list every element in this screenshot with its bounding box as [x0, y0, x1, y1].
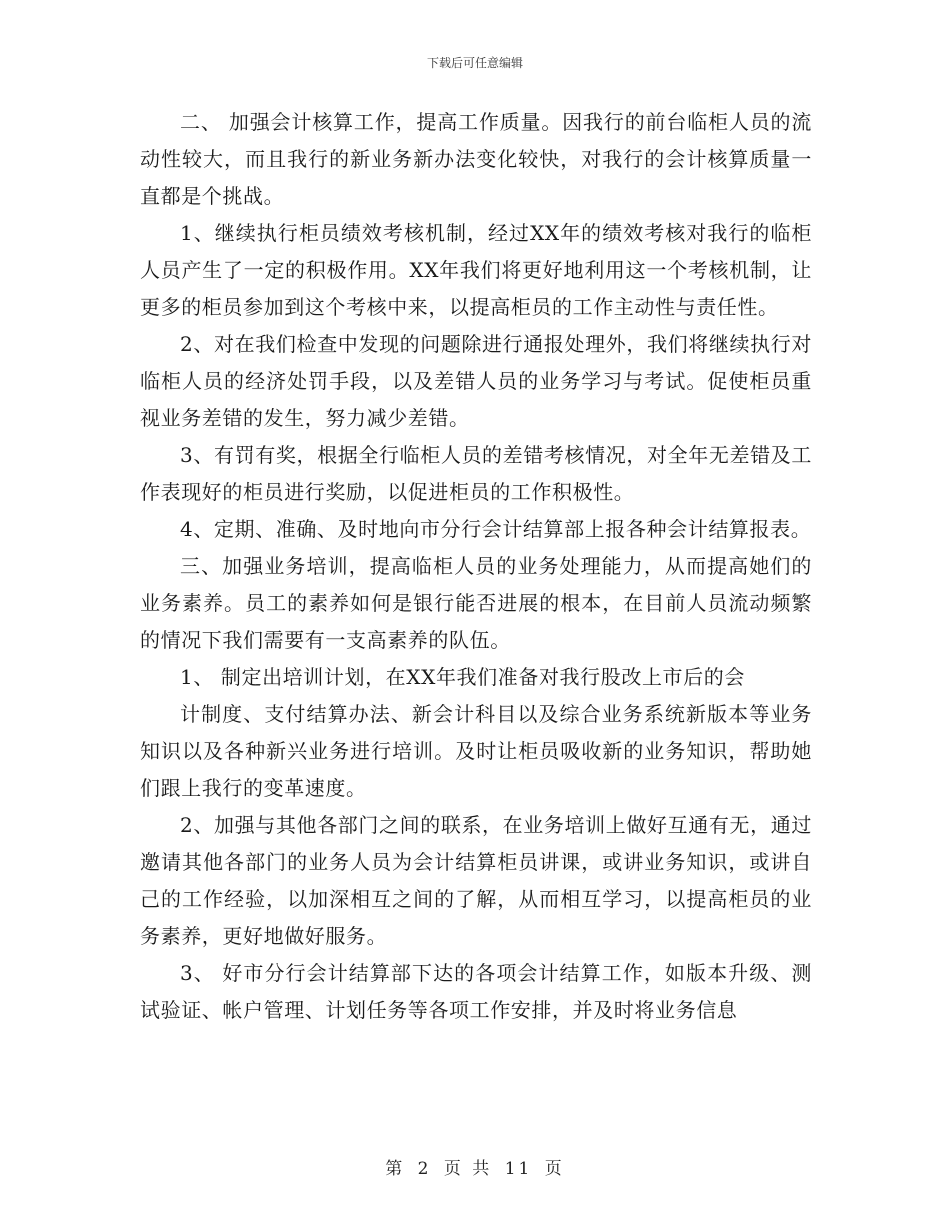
paragraph-training-item-2: 2、加强与其他各部门之间的联系，在业务培训上做好互通有无，通过邀请其他各部门的业务人员为会计结算柜员讲课，或讲业务知识，或讲自己的工作经验，以加深相互之间的了解，从而相互学习，以提高柜员的业务素养，更好地做好服务。 [140, 813, 812, 948]
paragraph-training-item-3: 3、 好市分行会计结算部下达的各项会计结算工作，如版本升级、测试验证、帐户管理、计划任务等各项工作安排，并及时将业务信息 [140, 961, 812, 1022]
footer-page-prefix: 第 [385, 1159, 406, 1179]
paragraph-section-two: 二、 加强会计核算工作，提高工作质量。因我行的前台临柜人员的流动性较大，而且我行的新业务新办法变化较快，对我行的会计核算质量一直都是个挑战。 [140, 110, 812, 208]
paragraph-item-3: 3、有罚有奖，根据全行临柜人员的差错考核情况，对全年无差错及工作表现好的柜员进行奖励，以促进柜员的工作积极性。 [140, 443, 812, 504]
footer-page-number: 2 [417, 1159, 432, 1179]
footer-page-suffix: 页 [544, 1159, 565, 1179]
paragraph-item-4: 4、定期、准确、及时地向市分行会计结算部上报各种会计结算报表。 [180, 517, 812, 541]
paragraph-training-item-1-continued: 计制度、支付结算办法、新会计科目以及综合业务系统新版本等业务知识以及各种新兴业务进行培训。及时让柜员吸收新的业务知识，帮助她们跟上我行的变革速度。 [140, 702, 812, 800]
document-body [140, 104, 812, 1029]
paragraph-item-2: 2、对在我们检查中发现的问题除进行通报处理外，我们将继续执行对临柜人员的经济处罚手段，以及差错人员的业务学习与考试。促使柜员重视业务差错的发生，努力减少差错。 [140, 332, 812, 430]
footer-total-pages: 11 [504, 1159, 533, 1179]
page-footer [0, 1154, 950, 1179]
paragraph-item-1: 1、继续执行柜员绩效考核机制，经过XX年的绩效考核对我行的临柜人员产生了一定的积极作用。XX年我们将更好地利用这一个考核机制，让更多的柜员参加到这个考核中来，以提高柜员的工作主动性与责任性。 [140, 221, 812, 319]
page-header-note: 下载后可任意编辑 [426, 56, 523, 70]
paragraph-section-three: 三、加强业务培训，提高临柜人员的业务处理能力，从而提高她们的业务素养。员工的素养如何是银行能否进展的根本，在目前人员流动频繁的情况下我们需要有一支高素养的队伍。 [140, 554, 812, 652]
footer-page-middle: 页 共 [443, 1159, 493, 1179]
paragraph-training-item-1: 1、 制定出培训计划，在XX年我们准备对我行股改上市后的会 [180, 665, 745, 689]
